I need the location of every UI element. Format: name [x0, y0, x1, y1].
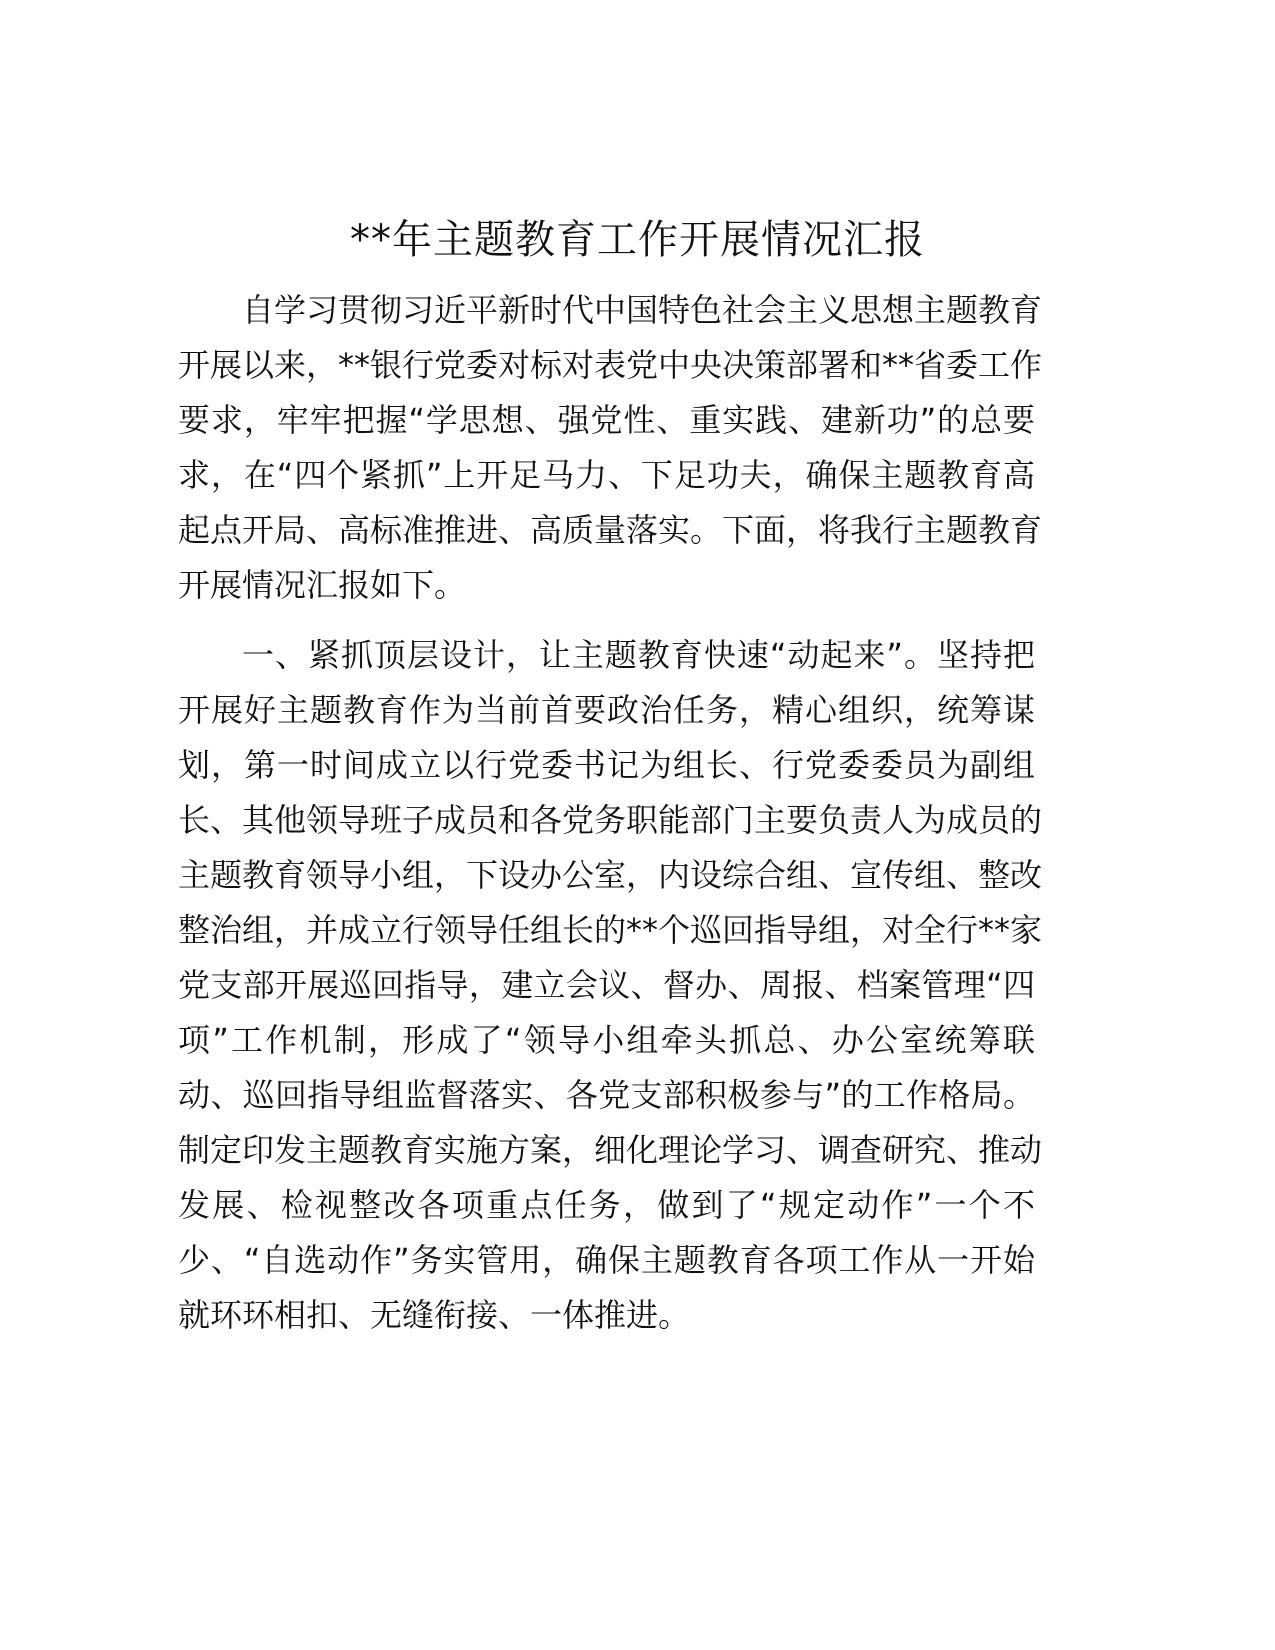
text-line: 一、紧抓顶层设计，让主题教育快速“动起来”。坚持把	[242, 636, 1035, 674]
text-line: 自学习贯彻习近平新时代中国特色社会主义思想主题教育	[242, 291, 1043, 329]
text-line: 长、其他领导班子成员和各党务职能部门主要负责人为成员的	[178, 801, 1043, 839]
paragraph-intro	[178, 283, 1043, 613]
text-line: 就环环相扣、无缝衔接、一体推进。	[178, 1296, 691, 1334]
text-line: 开展以来，**银行党委对标对表党中央决策部署和**省委工作	[178, 346, 1043, 384]
text-line: 起点开局、高标准推进、高质量落实。下面，将我行主题教育	[178, 511, 1043, 549]
text-line: 动、巡回指导组监督落实、各党支部积极参与”的工作格局。	[178, 1076, 1035, 1114]
text-line: 党支部开展巡回指导，建立会议、督办、周报、档案管理“四	[178, 966, 1035, 1004]
text-line: 少、“自选动作”务实管用，确保主题教育各项工作从一开始	[178, 1241, 1035, 1279]
text-line: 项”工作机制，形成了“领导小组牵头抓总、办公室统筹联	[178, 1021, 1035, 1059]
text-line: 求，在“四个紧抓”上开足马力、下足功夫，确保主题教育高	[178, 456, 1035, 494]
text-line: 整治组，并成立行领导任组长的**个巡回指导组，对全行**家	[178, 911, 1043, 949]
text-line: 主题教育领导小组，下设办公室，内设综合组、宣传组、整改	[178, 856, 1043, 894]
text-line: 开展情况汇报如下。	[178, 566, 467, 604]
text-line: 要求，牢牢把握“学思想、强党性、重实践、建新功”的总要	[178, 401, 1035, 439]
text-line: 发展、检视整改各项重点任务，做到了“规定动作”一个不	[178, 1186, 1035, 1224]
paragraph-section-1	[178, 628, 1043, 1343]
text-line: 开展好主题教育作为当前首要政治任务，精心组织，统筹谋	[178, 691, 1035, 729]
document-title: **年主题教育工作开展情况汇报	[350, 217, 925, 263]
text-line: 制定印发主题教育实施方案，细化理论学习、调查研究、推动	[178, 1131, 1043, 1169]
text-line: 划，第一时间成立以行党委书记为组长、行党委委员为副组	[178, 746, 1035, 784]
